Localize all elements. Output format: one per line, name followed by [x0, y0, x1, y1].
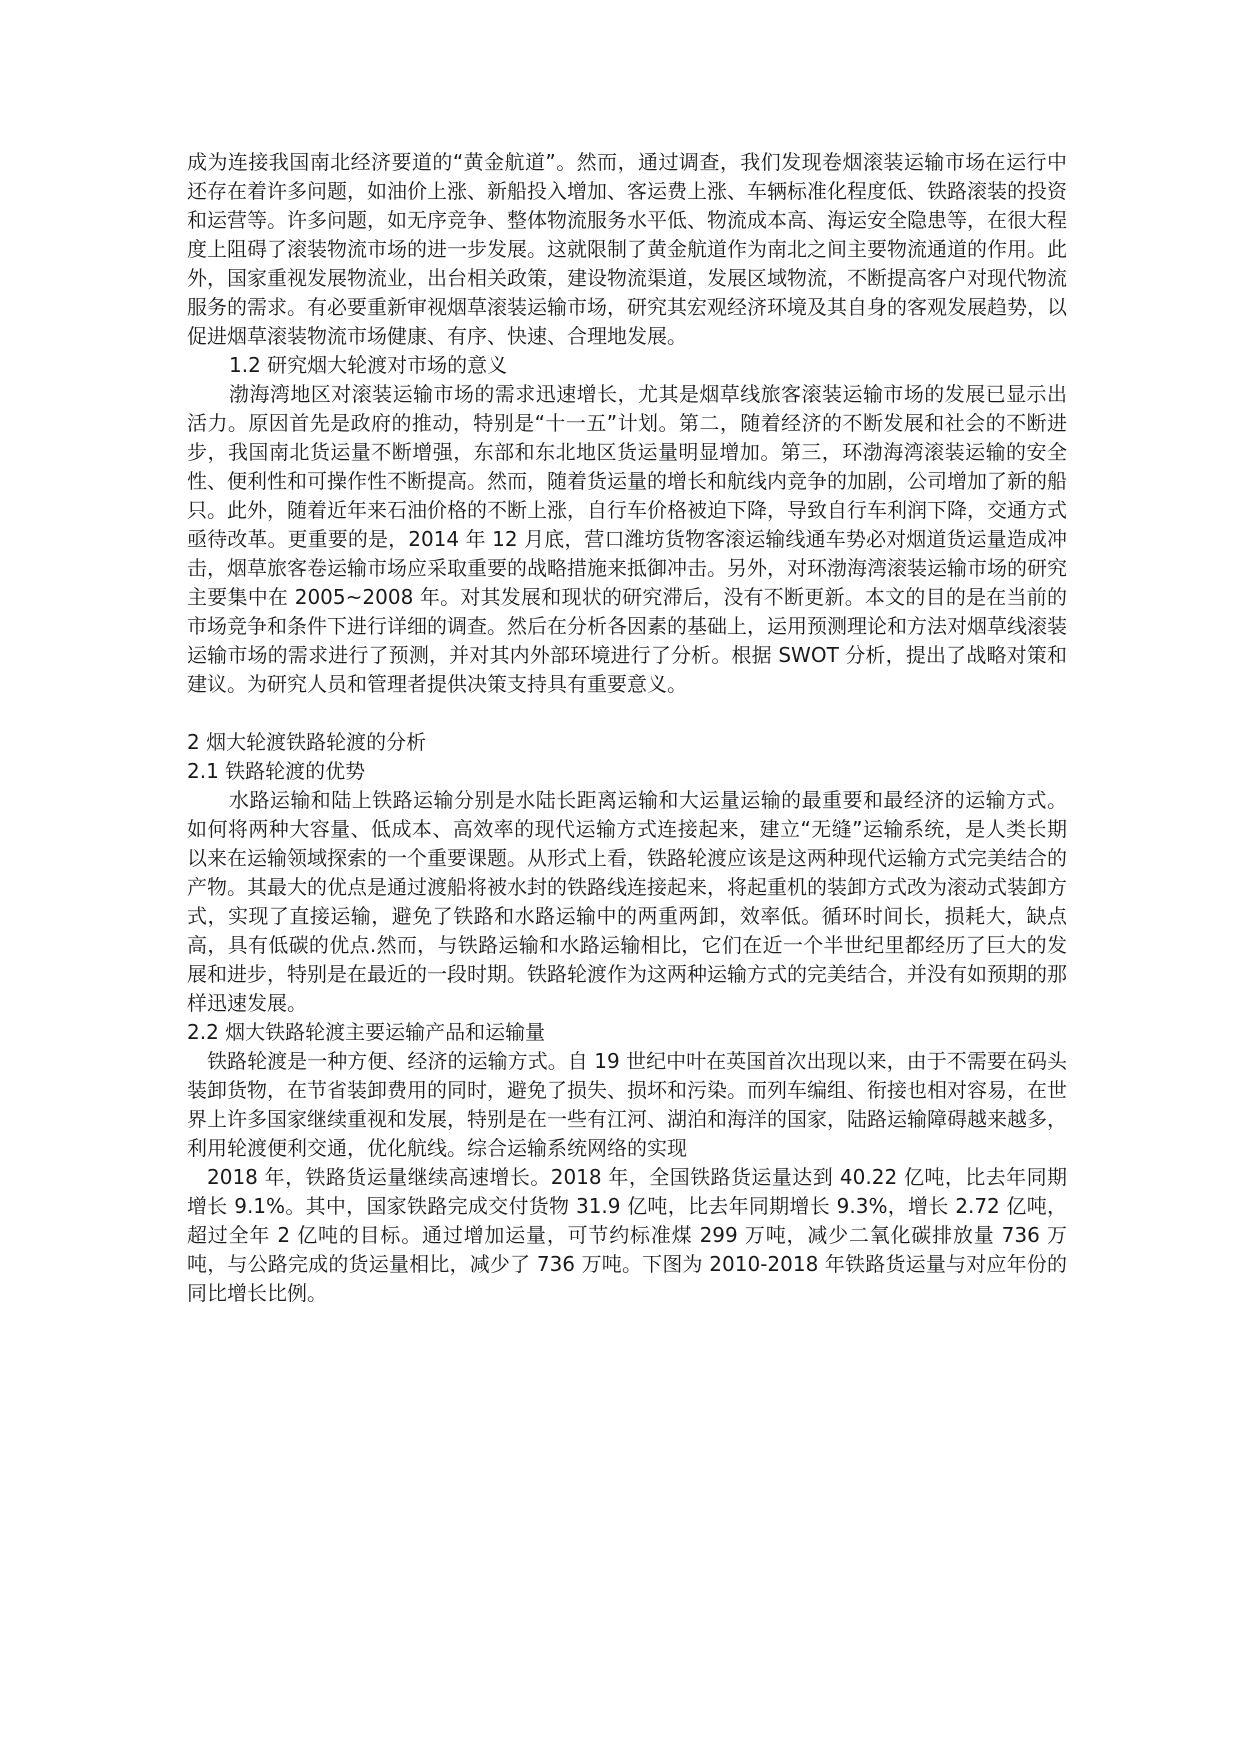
document-page — [187, 148, 1067, 1308]
paragraph-bohai-market: 渤海湾地区对滚装运输市场的需求迅速增长，尤其是烟草线旅客滚装运输市场的发展已显示出活力。原因首先是政府的推动，特别是“十一五”计划。第二，随着经济的不断发展和社会的不断进步，我国南北货运量不断增强，东部和东北地区货运量明显增加。第三，环渤海湾滚装运输的安全性、便利性和可操作性不断提高。然而，随着货运量的增长和航线内竞争的加剧，公司增加了新的船只。此外，随着近年来石油价格的不断上涨，自行车价格被迫下降，导致自行车利润下降，交通方式亟待改革。更重要的是，2014 年 12 月底，营口潍坊货物客滚运输线通车势必对烟道货运量造成冲击，烟草旅客卷运输市场应采取重要的战略措施来抵御冲击。另外，对环渤海湾滚装运输市场的研究主要集中在 2005~2008 年。对其发展和现状的研究滞后，没有不断更新。本文的目的是在当前的市场竞争和条件下进行详细的调查。然后在分析各因素的基础上，运用预测理论和方法对烟草线滚装运输市场的需求进行了预测，并对其内外部环境进行了分析。根据 SWOT 分析，提出了战略对策和建议。为研究人员和管理者提供决策支持具有重要意义。 — [187, 382, 1067, 696]
section-gap — [187, 699, 1067, 728]
section-heading-2-2: 2.2 烟大铁路轮渡主要运输产品和运输量 — [187, 1020, 546, 1044]
paragraph-railway-ferry-convenience: 铁路轮渡是一种方便、经济的运输方式。自 19 世纪中叶在英国首次出现以来，由于不需要在码头装卸货物，在节省装卸费用的同时，避免了损失、损坏和污染。而列车编组、衔接也相对容易，在世界上许多国家继续重视和发展，特别是在一些有江河、湖泊和海洋的国家，陆路运输障碍越来越多，利用轮渡便利交通，优化航线。综合运输系统网络的实现 — [187, 1049, 1067, 1160]
paragraph-intro-continuation: 成为连接我国南北经济要道的“黄金航道”。然而，通过调查，我们发现卷烟滚装运输市场在运行中还存在着许多问题，如油价上涨、新船投入增加、客运费上涨、车辆标准化程度低、铁路滚装的投资和运营等。许多问题，如无序竞争、整体物流服务水平低、物流成本高、海运安全隐患等，在很大程度上阻碍了滚装物流市场的进一步发展。这就限制了黄金航道作为南北之间主要物流通道的作用。此外，国家重视发展物流业，出台相关政策，建设物流渠道，发展区域物流，不断提高客户对现代物流服务的需求。有必要重新审视烟草滚装运输市场，研究其宏观经济环境及其自身的客观发展趋势，以促进烟草滚装物流市场健康、有序、快速、合理地发展。 — [187, 150, 1067, 348]
section-heading-1-2: 1.2 研究烟大轮渡对市场的意义 — [229, 353, 508, 377]
paragraph-freight-volume-2018: 2018 年，铁路货运量继续高速增长。2018 年，全国铁路货运量达到 40.22 亿吨，比去年同期增长 9.1%。其中，国家铁路完成交付货物 31.9 亿吨，比去年同期增长 9.3%，增长 2.72 亿吨，超过全年 2 亿吨的目标。通过增加运量，可节约标准煤 299 万吨，减少二氧化碳排放量 736 万吨，与公路完成的货运量相比，减少了 736 万吨。下图为 2010-2018 年铁路货运量与对应年份的同比增长比例。 — [187, 1165, 1067, 1305]
section-heading-2-1: 2.1 铁路轮渡的优势 — [187, 759, 366, 783]
paragraph-railway-ferry-advantages: 水路运输和陆上铁路运输分别是水陆长距离运输和大运量运输的最重要和最经济的运输方式。如何将两种大容量、低成本、高效率的现代运输方式连接起来，建立“无缝”运输系统，是人类长期以来在运输领域探索的一个重要课题。从形式上看，铁路轮渡应该是这两种现代运输方式完美结合的产物。其最大的优点是通过渡船将被水封的铁路线连接起来，将起重机的装卸方式改为滚动式装卸方式，实现了直接运输，避免了铁路和水路运输中的两重两卸，效率低。循环时间长，损耗大，缺点高，具有低碳的优点.然而，与铁路运输和水路运输相比，它们在近一个半世纪里都经历了巨大的发展和进步，特别是在最近的一段时期。铁路轮渡作为这两种运输方式的完美结合，并没有如预期的那样迅速发展。 — [187, 788, 1067, 1015]
section-heading-2: 2 烟大轮渡铁路轮渡的分析 — [187, 730, 427, 754]
